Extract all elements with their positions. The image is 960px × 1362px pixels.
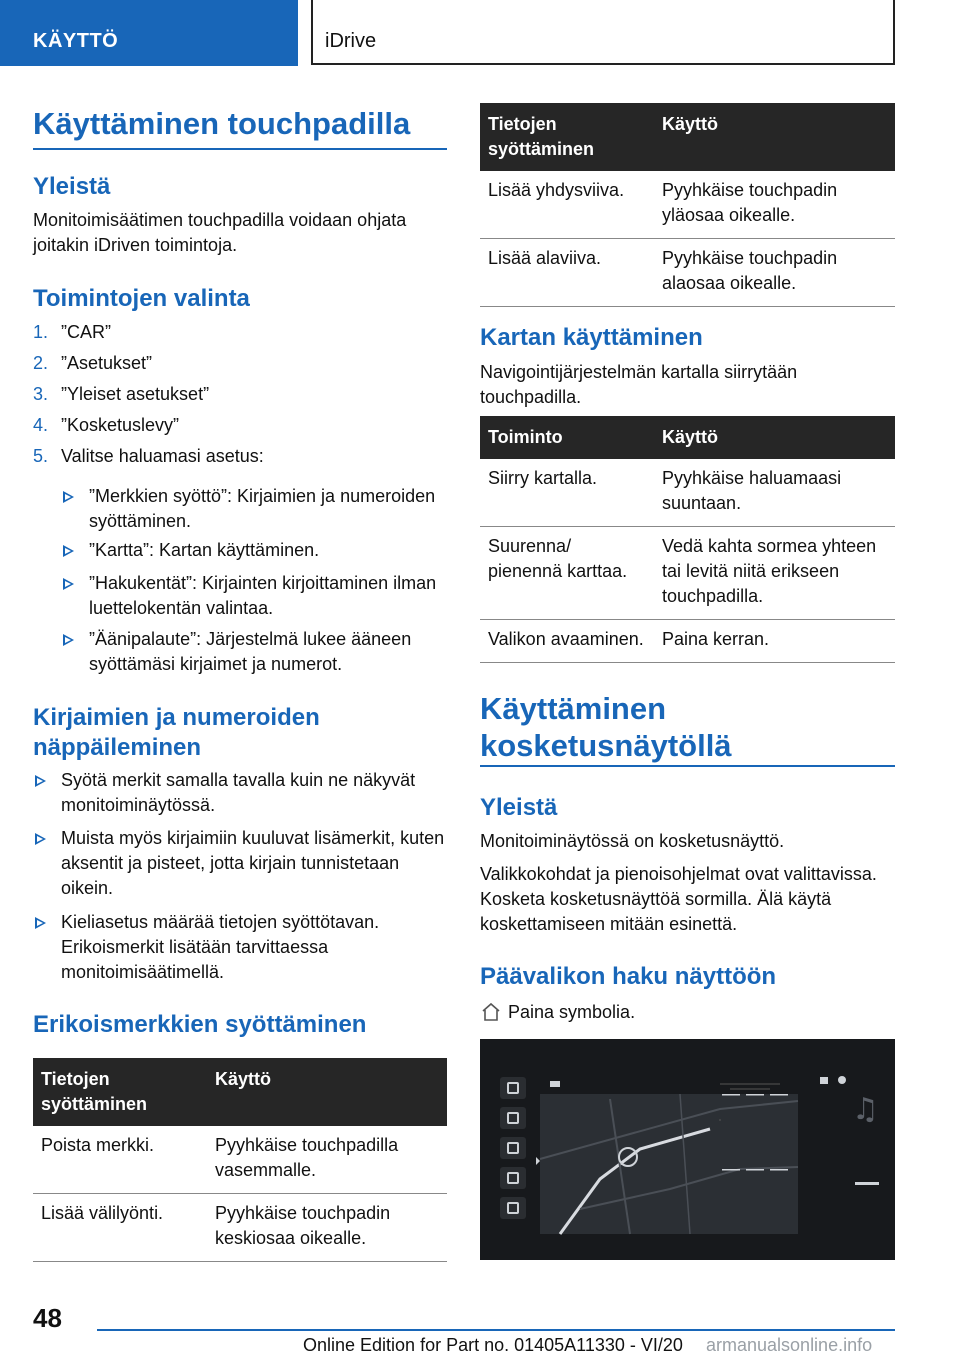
table-cell: Lisää yhdysviiva. [480, 171, 654, 239]
table-cell: Pyyhkäise touchpadilla vasemmalle. [207, 1126, 447, 1194]
table-header-cell: Käyttö [654, 416, 895, 459]
table-header-row [480, 416, 895, 459]
edition-text: Online Edition for Part no. 01405A11330 - VI/20 [303, 1335, 683, 1355]
chapter-label: iDrive [325, 30, 377, 52]
table-header-row [33, 1058, 447, 1126]
bullet-text: Syötä merkit samalla tavalla kuin ne näkyvät monitoiminäytössä. [61, 770, 416, 815]
table-row [33, 1126, 447, 1194]
table-cell: Pyyhkäise touchpadin keskiosaa oikealle. [207, 1194, 447, 1262]
bullet-triangle-icon [63, 634, 74, 646]
table-cell: Vedä kahta sormea yhteen tai levitä niitä erikseen touchpadilla. [654, 527, 895, 620]
table-cell: Lisää alaviiva. [480, 239, 654, 307]
list-item [33, 351, 447, 382]
option-text: ”Äänipalaute”: Järjestelmä lukee ääneen syöttämäsi kirjaimet ja numerot. [89, 629, 412, 674]
idrive-screen-image [480, 1039, 895, 1260]
table-cell: Valikon avaaminen. [480, 620, 654, 663]
special-heading: Erikoismerkkien syöttäminen [33, 1011, 367, 1038]
bullet-text: Muista myös kirjaimiin kuuluvat lisämerkit, kuten aksentit ja pisteet, jotta kirjain tunnistetaan oikein. [61, 828, 445, 898]
map-table [480, 416, 895, 663]
table-cell: Siirry kartalla. [480, 459, 654, 527]
list-item [33, 910, 447, 985]
step-text: ”Asetukset” [61, 353, 153, 373]
list-item [33, 382, 447, 413]
table-cell: Pyyhkäise touchpadin yläosaa oikealle. [654, 171, 895, 239]
step-text: Valitse haluamasi asetus: [61, 446, 264, 466]
table-cell: Pyyhkäise touchpadin alaosaa oikealle. [654, 239, 895, 307]
section-label: KÄYTTÖ [33, 30, 119, 52]
home-text: Paina symbolia. [508, 1002, 636, 1022]
list-item [33, 413, 447, 444]
special-table-part2 [480, 103, 895, 307]
bullet-triangle-icon [35, 917, 46, 929]
option-text: ”Hakukentät”: Kirjainten kirjoittaminen ilman luettelokentän valintaa. [89, 573, 437, 618]
selection-steps [33, 320, 447, 475]
list-item [33, 444, 447, 475]
bullet-triangle-icon [35, 775, 46, 787]
navigation-icon [500, 1137, 526, 1159]
list-item [61, 571, 447, 621]
page-title: Käyttäminen touchpadilla [33, 106, 447, 150]
list-item [61, 484, 447, 534]
table-cell: Paina kerran. [654, 620, 895, 663]
footer-rule [97, 1329, 895, 1331]
map-illustration [480, 1039, 895, 1260]
table-cell: Lisää välilyönti. [33, 1194, 207, 1262]
step-text: ”CAR” [61, 322, 111, 342]
table-header-cell: Käyttö [207, 1058, 447, 1126]
table-row [480, 171, 895, 239]
table-header-row [480, 103, 895, 171]
bullet-triangle-icon [63, 491, 74, 503]
step-number: 5. [33, 446, 49, 466]
bullet-triangle-icon [35, 833, 46, 845]
music-icon [500, 1077, 526, 1099]
home-heading: Päävalikon haku näyttöön [480, 963, 777, 990]
watermark-text: armanualsonline.info [706, 1335, 873, 1355]
step-text: ”Yleiset asetukset” [61, 384, 210, 404]
table-cell: Poista merkki. [33, 1126, 207, 1194]
table-header-cell: Tietojen syöttäminen [480, 103, 654, 171]
table-header-cell: Tietojen syöttäminen [33, 1058, 207, 1126]
table-header-cell: Toiminto [480, 416, 654, 459]
page-number: 48 [33, 1303, 62, 1333]
home-instruction [480, 1000, 895, 1026]
table-row [480, 239, 895, 307]
list-item [61, 627, 447, 677]
step-number: 4. [33, 415, 49, 435]
general-text: Monitoimisäätimen touchpadilla voidaan ohjata joitakin iDriven toimintoja. [33, 210, 407, 255]
step-number: 1. [33, 322, 49, 342]
keys-heading: Kirjaimien ja numeroiden näppäileminen [33, 704, 320, 761]
step-number: 2. [33, 353, 49, 373]
list-item [33, 768, 447, 818]
touch-general-text-2: Valikkokohdat ja pienoisohjelmat ovat valittavissa. Kosketa kosketusnäyttöä sormilla. Älä käytä koskettamiseen mitään esinettä. [480, 864, 877, 934]
step-text: ”Kosketuslevy” [61, 415, 180, 435]
media-icon [500, 1107, 526, 1129]
step-number: 3. [33, 384, 49, 404]
section-tab [0, 0, 298, 66]
page-header [0, 0, 960, 66]
table-cell: Suurenna/ pienennä karttaa. [480, 527, 654, 620]
table-header-cell: Käyttö [654, 103, 895, 171]
bullet-triangle-icon [63, 545, 74, 557]
table-row [480, 459, 895, 527]
touch-general-heading: Yleistä [480, 794, 558, 821]
option-text: ”Merkkien syöttö”: Kirjaimien ja numeroiden syöttäminen. [89, 486, 436, 531]
table-row [33, 1194, 447, 1262]
map-text: Navigointijärjestelmän kartalla siirrytään touchpadilla. [480, 362, 798, 407]
bullet-text: Kieliasetus määrää tietojen syöttötavan. Erikoismerkit lisätään tarvittaessa monitoimisäätimellä. [61, 912, 380, 982]
list-item [61, 538, 447, 563]
bullet-triangle-icon [63, 578, 74, 590]
general-heading: Yleistä [33, 173, 111, 200]
touch-general-text-1: Monitoiminäytössä on kosketusnäyttö. [480, 831, 785, 851]
selection-heading: Toimintojen valinta [33, 285, 250, 312]
table-row [480, 527, 895, 620]
touch-title: Käyttäminen kosketusnäytöllä [480, 691, 732, 763]
svg-text:♫: ♫ [852, 1092, 879, 1127]
home-icon [480, 1001, 502, 1023]
special-table-part1 [33, 1058, 447, 1262]
list-item [33, 826, 447, 901]
list-item [33, 320, 447, 351]
touch-title-rule [480, 765, 895, 767]
table-row [480, 620, 895, 663]
chapter-tab [311, 0, 895, 65]
car-icon [500, 1167, 526, 1189]
option-text: ”Kartta”: Kartan käyttäminen. [89, 540, 320, 560]
map-heading: Kartan käyttäminen [480, 324, 703, 351]
table-cell: Pyyhkäise haluamaasi suuntaan. [654, 459, 895, 527]
settings-icon [500, 1197, 526, 1219]
